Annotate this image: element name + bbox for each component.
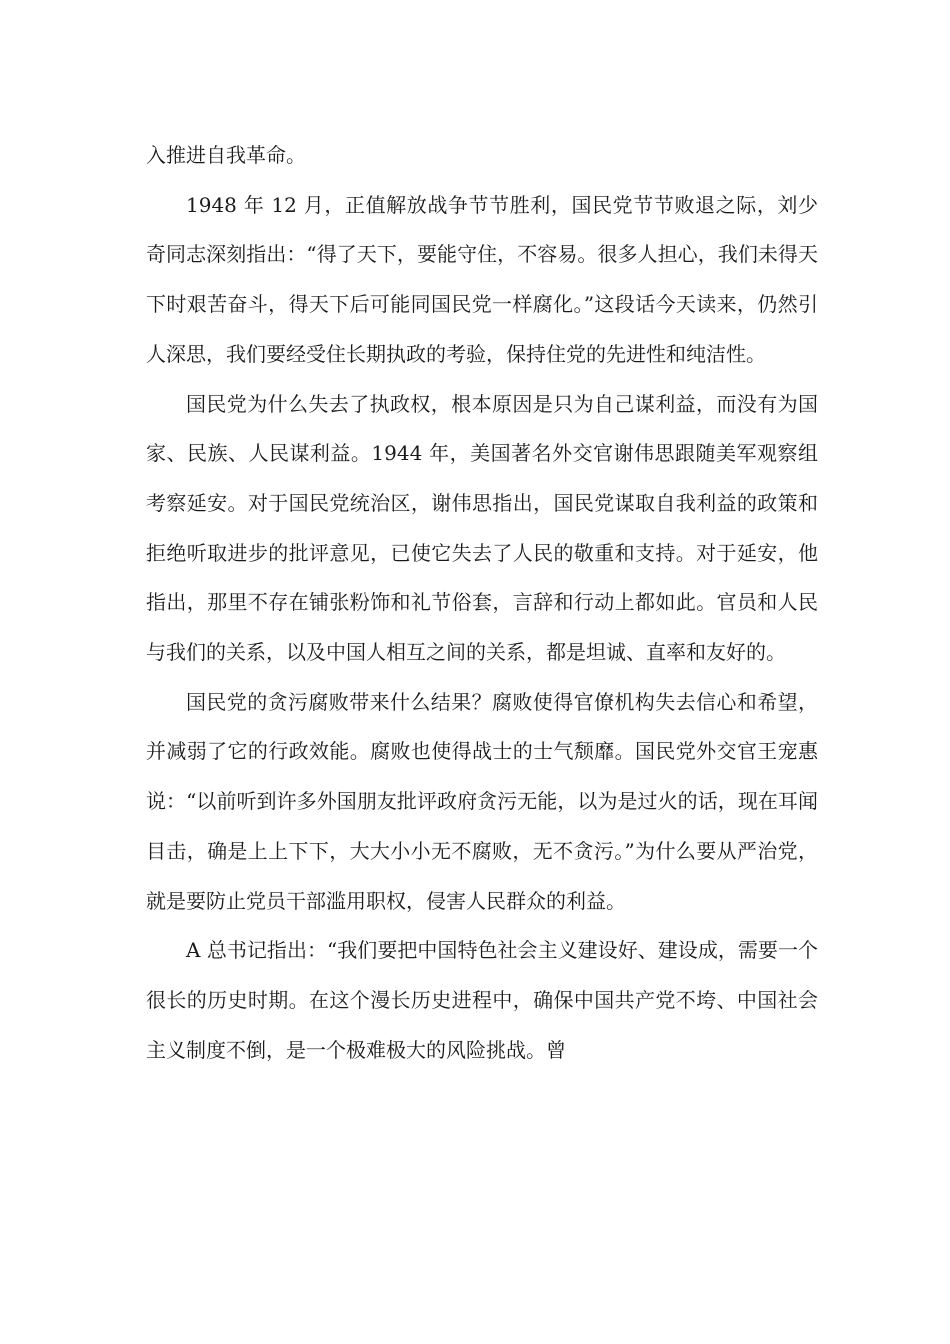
paragraph-kmt-lost-power: 国民党为什么失去了执政权，根本原因是只为自己谋利益，而没有为国家、民族、人民谋利益。1944 年，美国著名外交官谢伟思跟随美军观察组考察延安。对于国民党统治区，谢伟思指出，国民党谋取自我利益的政策和拒绝听取进步的批评意见，已使它失去了人民的敬重和支持。对于延安，他指出，那里不存在铺张粉饰和礼节俗套，言辞和行动上都如此。官员和人民与我们的关系，以及中国人相互之间的关系，都是坦诚、直率和友好的。 <box>146 391 818 665</box>
document-page <box>146 131 818 1075</box>
paragraph-liu-shaoqi: 1948 年 12 月，正值解放战争节节胜利，国民党节节败退之际，刘少奇同志深刻指出：“得了天下，要能守住，不容易。很多人担心，我们未得天下时艰苦奋斗，得天下后可能同国民党一样腐化。”这段话今天读来，仍然引人深思，我们要经受住长期执政的考验，保持住党的先进性和纯洁性。 <box>146 192 818 366</box>
paragraph-kmt-corruption: 国民党的贪污腐败带来什么结果？腐败使得官僚机构失去信心和希望，并减弱了它的行政效能。腐败也使得战士的士气颓靡。国民党外交官王宠惠说：“以前听到许多外国朋友批评政府贪污无能，以为是过火的话，现在耳闻目击，确是上上下下，大大小小无不腐败，无不贪污。”为什么要从严治党，就是要防止党员干部滥用职权，侵害人民群众的利益。 <box>146 689 818 913</box>
paragraph-general-secretary: A 总书记指出：“我们要把中国特色社会主义建设好、建设成，需要一个很长的历史时期。在这个漫长历史进程中，确保中国共产党不垮、中国社会主义制度不倒，是一个极难极大的风险挑战。曾 <box>146 938 818 1062</box>
paragraph-continuation: 入推进自我革命。 <box>146 143 306 167</box>
